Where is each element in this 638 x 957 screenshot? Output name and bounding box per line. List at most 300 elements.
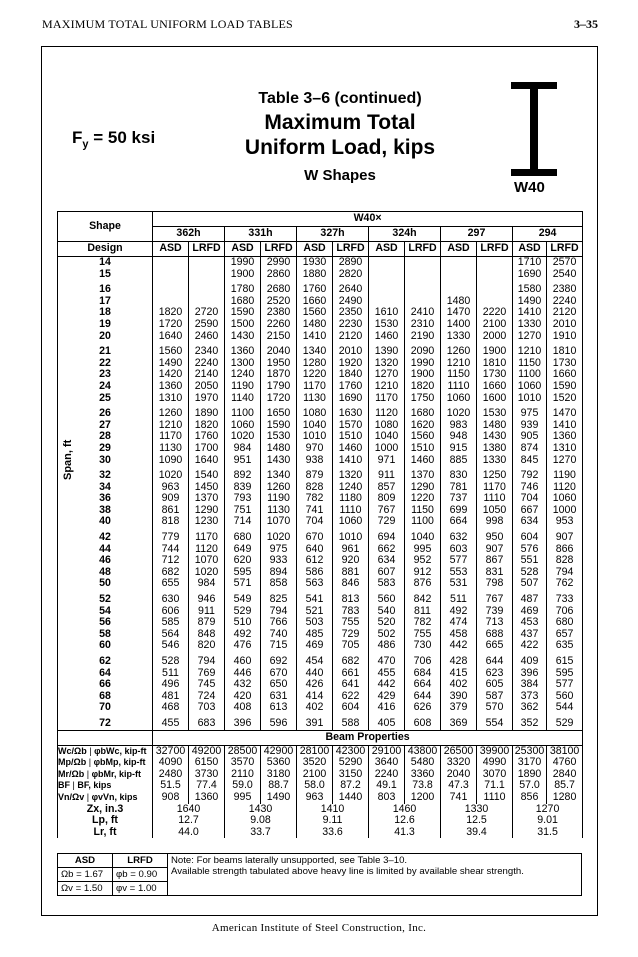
value-cell: 549: [225, 594, 261, 606]
phi-v: φv = 1.00: [113, 882, 168, 896]
value-cell: 952: [405, 555, 441, 567]
value-cell: 1720: [261, 393, 297, 405]
span-cell: 66: [58, 679, 153, 691]
value-cell: 1370: [189, 493, 225, 505]
value-cell: [189, 284, 225, 296]
value-cell: 2120: [547, 307, 583, 319]
value-cell: 809: [369, 493, 405, 505]
value-cell: 649: [225, 544, 261, 556]
value-cell: 379: [441, 702, 477, 714]
value-cell: 442: [441, 640, 477, 652]
beam-property-label: Wc/Ωb | φbWc, kip-ft: [58, 745, 153, 757]
value-cell: 1190: [547, 470, 583, 482]
value-cell: 905: [513, 431, 547, 443]
value-cell: 485: [297, 629, 333, 641]
lrfd-header: LRFD: [189, 242, 225, 257]
value-cell: 2590: [189, 319, 225, 331]
value-cell: 2680: [261, 284, 297, 296]
value-cell: 729: [369, 516, 405, 528]
value-cell: 577: [441, 555, 477, 567]
value-cell: 1410: [547, 420, 583, 432]
shape-family: W40×: [153, 212, 583, 227]
value-cell: 1190: [261, 493, 297, 505]
table-row: [58, 393, 583, 405]
beam-property-value: 3570: [225, 757, 261, 769]
omega-v: Ωv = 1.50: [58, 882, 113, 896]
value-cell: 1970: [189, 393, 225, 405]
value-cell: 1320: [333, 470, 369, 482]
value-cell: 1140: [225, 393, 261, 405]
value-cell: [369, 257, 405, 269]
beam-property-value: 1110: [477, 792, 513, 804]
value-cell: [153, 257, 189, 269]
value-cell: 1790: [261, 381, 297, 393]
value-cell: 1110: [333, 505, 369, 517]
value-cell: 762: [547, 578, 583, 590]
value-cell: 416: [369, 702, 405, 714]
table-row: [58, 470, 583, 482]
value-cell: 1910: [547, 331, 583, 343]
value-cell: 583: [369, 578, 405, 590]
value-cell: 1270: [547, 455, 583, 467]
value-cell: 612: [297, 555, 333, 567]
asd-header: ASD: [369, 242, 405, 257]
span-cell: 16: [58, 284, 153, 296]
note-2: Available strength tabulated above heavy line is limited by available shear strength.: [171, 866, 524, 877]
table-title-line1: Maximum Total: [264, 111, 416, 134]
beam-property-value: 3730: [189, 769, 225, 781]
value-cell: 437: [513, 629, 547, 641]
lrfd-header: LRFD: [333, 242, 369, 257]
value-cell: 596: [261, 718, 297, 730]
notes-table: [57, 853, 582, 896]
value-cell: 414: [297, 691, 333, 703]
value-cell: 1170: [189, 532, 225, 544]
value-cell: 2380: [261, 307, 297, 319]
value-cell: 1890: [189, 408, 225, 420]
value-cell: 1950: [261, 358, 297, 370]
value-cell: 469: [297, 640, 333, 652]
value-cell: 644: [477, 656, 513, 668]
value-cell: 885: [441, 455, 477, 467]
beam-property-value: 4760: [547, 757, 583, 769]
value-cell: 420: [225, 691, 261, 703]
value-cell: 1080: [297, 408, 333, 420]
beam-property-value: 49200: [189, 745, 225, 757]
value-cell: 830: [441, 470, 477, 482]
value-cell: 1480: [261, 443, 297, 455]
value-cell: 866: [547, 544, 583, 556]
span-cell: 15: [58, 269, 153, 281]
value-cell: 983: [441, 420, 477, 432]
value-cell: 1920: [333, 358, 369, 370]
value-cell: 426: [297, 679, 333, 691]
value-cell: 1660: [297, 296, 333, 308]
value-cell: 1170: [477, 482, 513, 494]
value-cell: 975: [261, 544, 297, 556]
value-cell: 396: [513, 668, 547, 680]
bp-asd-symbol: BF: [58, 780, 70, 791]
geometry-row: [58, 804, 583, 816]
value-cell: 455: [369, 668, 405, 680]
value-cell: 831: [477, 567, 513, 579]
bp-lrfd-symbol: φvVn, kips: [91, 791, 138, 802]
beam-property-value: 28500: [225, 745, 261, 757]
value-cell: 879: [297, 470, 333, 482]
value-cell: 1360: [225, 346, 261, 358]
span-cell: 62: [58, 656, 153, 668]
geometry-value: 12.6: [369, 815, 441, 827]
value-cell: 1730: [547, 358, 583, 370]
value-cell: 1500: [225, 319, 261, 331]
value-cell: 1410: [333, 455, 369, 467]
beam-property-value: 4090: [153, 757, 189, 769]
value-cell: 998: [477, 516, 513, 528]
value-cell: 828: [547, 555, 583, 567]
value-cell: 563: [297, 578, 333, 590]
value-cell: 502: [369, 629, 405, 641]
value-cell: 650: [261, 679, 297, 691]
value-cell: 520: [369, 617, 405, 629]
value-cell: 634: [513, 516, 547, 528]
beam-property-value: 77.4: [189, 780, 225, 792]
value-cell: 741: [297, 505, 333, 517]
value-cell: 428: [441, 656, 477, 668]
value-cell: 560: [369, 594, 405, 606]
value-cell: 587: [477, 691, 513, 703]
value-cell: 971: [369, 455, 405, 467]
value-cell: 1820: [189, 420, 225, 432]
geometry-value: 12.7: [153, 815, 225, 827]
value-cell: 2090: [405, 346, 441, 358]
geometry-value: 41.3: [369, 827, 441, 839]
geometry-value: 1270: [513, 804, 583, 816]
value-cell: 2120: [333, 331, 369, 343]
shape-badge: W40: [514, 179, 545, 196]
value-cell: 1230: [189, 516, 225, 528]
value-cell: 667: [513, 505, 547, 517]
value-cell: 1600: [477, 393, 513, 405]
value-cell: 640: [297, 544, 333, 556]
value-cell: 415: [441, 668, 477, 680]
span-cell: 72: [58, 718, 153, 730]
beam-property-value: 73.8: [405, 780, 441, 792]
table-row: [58, 408, 583, 420]
beam-property-value: 5290: [333, 757, 369, 769]
asd-header: ASD: [513, 242, 547, 257]
value-cell: 1110: [477, 493, 513, 505]
table-row: [58, 381, 583, 393]
value-cell: 794: [547, 567, 583, 579]
beam-property-value: 2840: [547, 769, 583, 781]
value-cell: 857: [369, 482, 405, 494]
value-cell: 662: [369, 544, 405, 556]
value-cell: 706: [405, 656, 441, 668]
value-cell: 1000: [369, 443, 405, 455]
value-cell: 1040: [297, 420, 333, 432]
value-cell: 626: [405, 702, 441, 714]
value-cell: 570: [477, 702, 513, 714]
value-cell: 606: [153, 606, 189, 618]
span-cell: 19: [58, 319, 153, 331]
phi-b: φb = 0.90: [113, 868, 168, 882]
value-cell: 1990: [225, 257, 261, 269]
value-cell: 664: [441, 516, 477, 528]
value-cell: 1590: [225, 307, 261, 319]
bp-lrfd-symbol: φbWc, kip-ft: [94, 745, 147, 756]
beam-property-value: 58.0: [297, 780, 333, 792]
value-cell: 1020: [261, 532, 297, 544]
value-cell: 767: [369, 505, 405, 517]
value-cell: 828: [297, 482, 333, 494]
value-cell: 739: [477, 606, 513, 618]
span-cell: 64: [58, 668, 153, 680]
value-cell: 476: [225, 640, 261, 652]
value-cell: [441, 257, 477, 269]
beam-property-label: Vn/Ωv | φvVn, kips: [58, 792, 153, 804]
value-cell: 1380: [477, 443, 513, 455]
span-cell: 44: [58, 544, 153, 556]
bp-lrfd-symbol: φbMp, kip-ft: [93, 757, 146, 768]
value-cell: 1220: [405, 493, 441, 505]
value-cell: 746: [513, 482, 547, 494]
value-cell: 744: [153, 544, 189, 556]
value-cell: 670: [261, 668, 297, 680]
value-cell: 1280: [297, 358, 333, 370]
table-row: [58, 269, 583, 281]
span-cell: 68: [58, 691, 153, 703]
value-cell: 1430: [225, 331, 261, 343]
value-cell: 2460: [189, 331, 225, 343]
value-cell: 1120: [547, 482, 583, 494]
value-cell: 1360: [547, 431, 583, 443]
span-cell: 36: [58, 493, 153, 505]
value-cell: 1270: [369, 369, 405, 381]
value-cell: 1210: [513, 346, 547, 358]
span-cell: 58: [58, 629, 153, 641]
value-cell: 2350: [333, 307, 369, 319]
geometry-label: Zx, in.3: [58, 804, 153, 816]
value-cell: 680: [547, 617, 583, 629]
beam-property-value: 1360: [189, 792, 225, 804]
value-cell: 2150: [261, 331, 297, 343]
page-number: 3–35: [574, 17, 598, 31]
value-cell: 1460: [405, 455, 441, 467]
shape-name-0: 362h: [153, 227, 225, 242]
omega-b: Ωb = 1.67: [58, 868, 113, 882]
bp-title-blank: [58, 730, 153, 745]
value-cell: 751: [225, 505, 261, 517]
beam-property-value: 42900: [261, 745, 297, 757]
value-cell: 881: [333, 567, 369, 579]
value-cell: 529: [225, 606, 261, 618]
beam-property-value: 803: [369, 792, 405, 804]
table-row: [58, 702, 583, 714]
table-title-line2: Uniform Load, kips: [244, 136, 436, 159]
bp-asd-symbol: Wc/Ωb: [58, 745, 87, 756]
value-cell: 440: [297, 668, 333, 680]
geometry-row: [58, 815, 583, 827]
beam-property-value: 47.3: [441, 780, 477, 792]
beam-property-value: 57.0: [513, 780, 547, 792]
value-cell: 623: [477, 668, 513, 680]
beam-property-value: 26500: [441, 745, 477, 757]
table-row: [58, 640, 583, 652]
table-row: [58, 455, 583, 467]
value-cell: 811: [405, 606, 441, 618]
span-cell: 60: [58, 640, 153, 652]
value-cell: 939: [513, 420, 547, 432]
value-cell: 429: [369, 691, 405, 703]
value-cell: 1190: [225, 381, 261, 393]
value-cell: 769: [189, 668, 225, 680]
value-cell: 402: [297, 702, 333, 714]
value-cell: 1020: [189, 567, 225, 579]
value-cell: 1760: [333, 381, 369, 393]
value-cell: 1130: [153, 443, 189, 455]
value-cell: [153, 284, 189, 296]
beam-property-value: 6150: [189, 757, 225, 769]
geometry-value: 12.5: [441, 815, 513, 827]
value-cell: 1000: [547, 505, 583, 517]
value-cell: 432: [225, 679, 261, 691]
value-cell: 492: [441, 606, 477, 618]
span-cell: 21: [58, 346, 153, 358]
shape-name-2: 327h: [297, 227, 369, 242]
value-cell: 2640: [333, 284, 369, 296]
beam-property-value: 3320: [441, 757, 477, 769]
value-cell: 603: [441, 544, 477, 556]
value-cell: 1480: [297, 319, 333, 331]
value-cell: 620: [225, 555, 261, 567]
value-cell: 2990: [261, 257, 297, 269]
value-cell: 782: [297, 493, 333, 505]
value-cell: 2240: [547, 296, 583, 308]
value-cell: 724: [189, 691, 225, 703]
value-cell: 1560: [405, 431, 441, 443]
geometry-value: 1430: [225, 804, 297, 816]
value-cell: 655: [153, 578, 189, 590]
value-cell: 585: [153, 617, 189, 629]
value-cell: 713: [477, 617, 513, 629]
value-cell: 528: [513, 567, 547, 579]
value-cell: 2100: [477, 319, 513, 331]
value-cell: 622: [333, 691, 369, 703]
table-row: [58, 443, 583, 455]
value-cell: 1360: [153, 381, 189, 393]
value-cell: 1870: [261, 369, 297, 381]
value-cell: 1060: [333, 516, 369, 528]
value-cell: 706: [547, 606, 583, 618]
table-row: [58, 319, 583, 331]
value-cell: [477, 269, 513, 281]
value-cell: 1900: [405, 369, 441, 381]
value-cell: 1640: [189, 455, 225, 467]
note-1: Note: For beams laterally unsupported, see Table 3–10.: [171, 855, 408, 866]
geometry-value: 33.6: [297, 827, 369, 839]
span-cell: 52: [58, 594, 153, 606]
beam-property-value: 88.7: [261, 780, 297, 792]
value-cell: 730: [405, 640, 441, 652]
beam-property-value: 856: [513, 792, 547, 804]
value-cell: 507: [513, 578, 547, 590]
value-cell: 458: [441, 629, 477, 641]
span-cell: 23: [58, 369, 153, 381]
value-cell: 1620: [405, 420, 441, 432]
value-cell: 1210: [369, 381, 405, 393]
beam-property-value: 1890: [513, 769, 547, 781]
notes-text: [168, 854, 582, 896]
lrfd-header: LRFD: [547, 242, 583, 257]
value-cell: 1930: [297, 257, 333, 269]
value-cell: [189, 269, 225, 281]
beam-property-value: 29100: [369, 745, 405, 757]
value-cell: 798: [477, 578, 513, 590]
value-cell: 737: [441, 493, 477, 505]
span-cell: 46: [58, 555, 153, 567]
value-cell: 1130: [297, 393, 333, 405]
value-cell: 1340: [261, 470, 297, 482]
value-cell: 848: [189, 629, 225, 641]
value-cell: 2340: [189, 346, 225, 358]
value-cell: 1880: [297, 269, 333, 281]
value-cell: 1330: [513, 319, 547, 331]
value-cell: 511: [441, 594, 477, 606]
value-cell: 909: [153, 493, 189, 505]
value-cell: 938: [297, 455, 333, 467]
value-cell: [441, 269, 477, 281]
value-cell: 995: [405, 544, 441, 556]
value-cell: 1690: [333, 393, 369, 405]
value-cell: 396: [225, 718, 261, 730]
value-cell: 794: [189, 656, 225, 668]
value-cell: 588: [333, 718, 369, 730]
value-cell: 755: [405, 629, 441, 641]
beam-property-value: 32700: [153, 745, 189, 757]
value-cell: 915: [441, 443, 477, 455]
span-cell: 70: [58, 702, 153, 714]
beam-property-row: [58, 757, 583, 769]
value-cell: 634: [369, 555, 405, 567]
value-cell: 894: [261, 567, 297, 579]
beam-property-label: BF | BF, kips: [58, 780, 153, 792]
beam-property-value: 85.7: [547, 780, 583, 792]
value-cell: 1150: [513, 358, 547, 370]
value-cell: 1170: [153, 431, 189, 443]
beam-property-value: 1200: [405, 792, 441, 804]
value-cell: 1060: [441, 393, 477, 405]
value-cell: 553: [441, 567, 477, 579]
value-cell: 1780: [225, 284, 261, 296]
span-cell: 32: [58, 470, 153, 482]
beam-property-label: Mp/Ωb | φbMp, kip-ft: [58, 757, 153, 769]
value-cell: 793: [225, 493, 261, 505]
bp-asd-symbol: Vn/Ωv: [58, 791, 85, 802]
value-cell: 733: [547, 594, 583, 606]
value-cell: 470: [369, 656, 405, 668]
value-cell: 564: [153, 629, 189, 641]
span-cell: 18: [58, 307, 153, 319]
value-cell: 794: [261, 606, 297, 618]
value-cell: 1070: [261, 516, 297, 528]
value-cell: 1100: [513, 369, 547, 381]
value-cell: 2820: [333, 269, 369, 281]
value-cell: 839: [225, 482, 261, 494]
value-cell: 2310: [405, 319, 441, 331]
span-cell: 26: [58, 408, 153, 420]
value-cell: 845: [513, 455, 547, 467]
value-cell: 632: [441, 532, 477, 544]
